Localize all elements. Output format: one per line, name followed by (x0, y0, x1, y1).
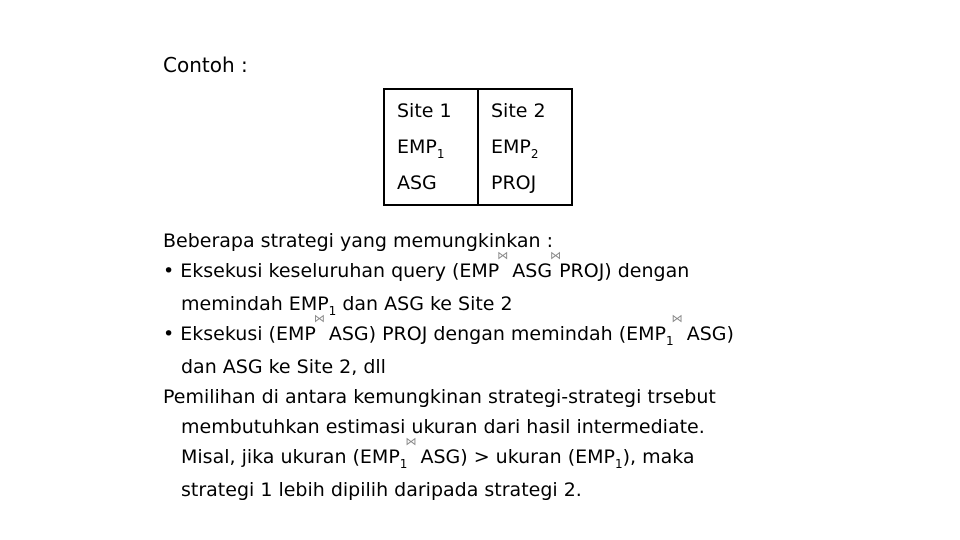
join-icon: ⋈ (313, 312, 325, 325)
bullet-1-continuation: memindah $EMP_1$ dan ASG ke Site 2 (181, 293, 513, 318)
site-1-fragment-emp: $EMP_1$ (397, 136, 445, 161)
site-1-header: Site 1 (397, 100, 452, 122)
slide-title: Contoh : (163, 53, 248, 77)
bullet-2: • Eksekusi (EMP⋈ ASG) PROJ dengan memindah ($EMP_1⋈$ ASG) (163, 319, 843, 352)
slide-body (163, 226, 843, 505)
bullet-1: • Eksekusi keseluruhan query (EMP⋈ ASG⋈PROJ) dengan (163, 256, 843, 289)
site-2-column (478, 89, 572, 205)
join-icon: ⋈ (405, 435, 417, 448)
join-icon: ⋈ (550, 249, 562, 262)
intro-text: Beberapa strategi yang memungkinkan : (163, 230, 553, 252)
bullet-marker: • (163, 260, 175, 282)
conclusion-line-3: Misal, jika ukuran ($EMP_1⋈$ ASG) > ukuran $(EMP_1)$, maka (163, 442, 843, 475)
bullet-marker: • (163, 323, 175, 345)
conclusion-line-1: Pemilihan di antara kemungkinan strategi-strategi trsebut (163, 386, 716, 408)
conclusion-line-2: membutuhkan estimasi ukuran dari hasil intermediate. (181, 416, 705, 438)
conclusion-line-4: strategi 1 lebih dipilih daripada strategi 2. (181, 479, 582, 501)
site-1-column (384, 89, 478, 205)
site-1-fragment-asg: ASG (397, 172, 437, 194)
join-icon: ⋈ (497, 249, 509, 262)
bullet-2-continuation: dan ASG ke Site 2, dll (181, 356, 386, 378)
site-2-header: Site 2 (491, 100, 546, 122)
site-2-fragment-proj: PROJ (491, 172, 537, 194)
site-2-fragment-emp: $EMP_2$ (491, 136, 539, 161)
site-allocation-table (383, 88, 573, 206)
join-icon: ⋈ (671, 312, 683, 325)
